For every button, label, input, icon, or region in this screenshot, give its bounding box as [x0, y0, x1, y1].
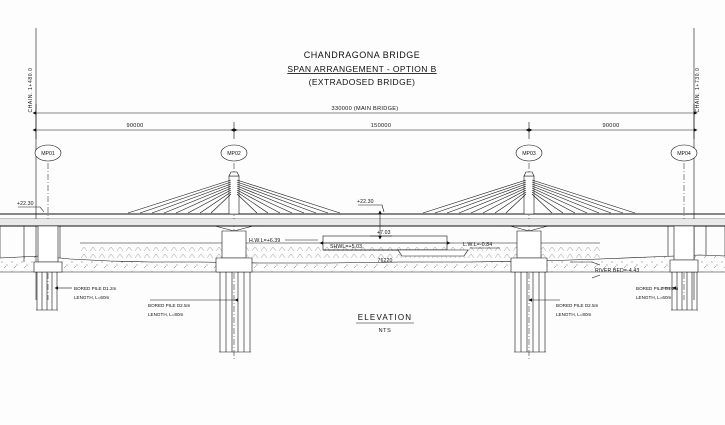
pylon-mp03: [524, 172, 534, 214]
foundation-note-3-line2: LENGTH, L=80m: [556, 312, 592, 317]
deck-level-mid-label: +22.30: [357, 199, 374, 205]
pylon-mp02: [229, 172, 239, 214]
shwl-label: SHWL=+5.03: [330, 244, 363, 250]
foundation-note-2-line1: BORED PILE D2.5m: [148, 303, 191, 308]
span-mid-dimension-label: 150000: [370, 123, 392, 129]
overall-dimension-label: 330000 (MAIN BRIDGE): [331, 106, 399, 112]
piles-mp03: [514, 272, 546, 352]
piles-mp02: [219, 272, 251, 352]
foundation-note-4-line2: LENGTH, L=60m: [636, 295, 672, 300]
pier-shaft-mp04: [670, 226, 698, 272]
foundation-note-1-line1: BORED PILE D1.2m: [74, 286, 117, 291]
pier-label-mp02: MP02: [227, 151, 241, 157]
foundation-note-3-line1: BORED PILE D2.5m: [556, 303, 599, 308]
soffit-level-label: +7.03: [377, 230, 391, 236]
drawing-subtitle: SPAN ARRANGEMENT - OPTION B: [287, 64, 437, 74]
pier-shaft-mp01: [34, 226, 62, 272]
clearance-width-label: 76220: [377, 258, 393, 264]
chainage-right-label: CHAIN. 1+730.0: [695, 67, 701, 113]
view-scale: NTS: [378, 328, 392, 334]
pier-label-mp03: MP03: [522, 151, 536, 157]
pier-label-mp01: MP01: [41, 151, 55, 157]
span-right-dimension-label: 90000: [602, 123, 620, 129]
note-leaders: [58, 275, 676, 300]
piles-mp01: [36, 272, 58, 310]
foundation-note-1-line2: LENGTH, L=60m: [74, 295, 110, 300]
hwl-label: H.W.L=+6.39: [249, 238, 281, 244]
deck-level-left-label: +22.30: [17, 201, 34, 207]
chainage-left-label: CHAIN. 1+480.0: [28, 67, 34, 113]
foundation-note-4-line1: BORED PILE D1.2m: [636, 286, 679, 291]
drawing-title: CHANDRAGONA BRIDGE: [303, 50, 421, 60]
lwl-label: L.W.L=-0.84: [463, 242, 493, 248]
drawing-type-note: (EXTRADOSED BRIDGE): [308, 77, 416, 87]
bridge-deck: [0, 214, 725, 231]
pier-label-mp04: MP04: [677, 151, 691, 157]
foundation-note-2-line2: LENGTH, L=80m: [148, 312, 184, 317]
riverbed-label: RIVER BED=-4.43: [595, 268, 640, 274]
span-left-dimension-label: 90000: [126, 123, 144, 129]
view-title: ELEVATION: [357, 313, 413, 322]
